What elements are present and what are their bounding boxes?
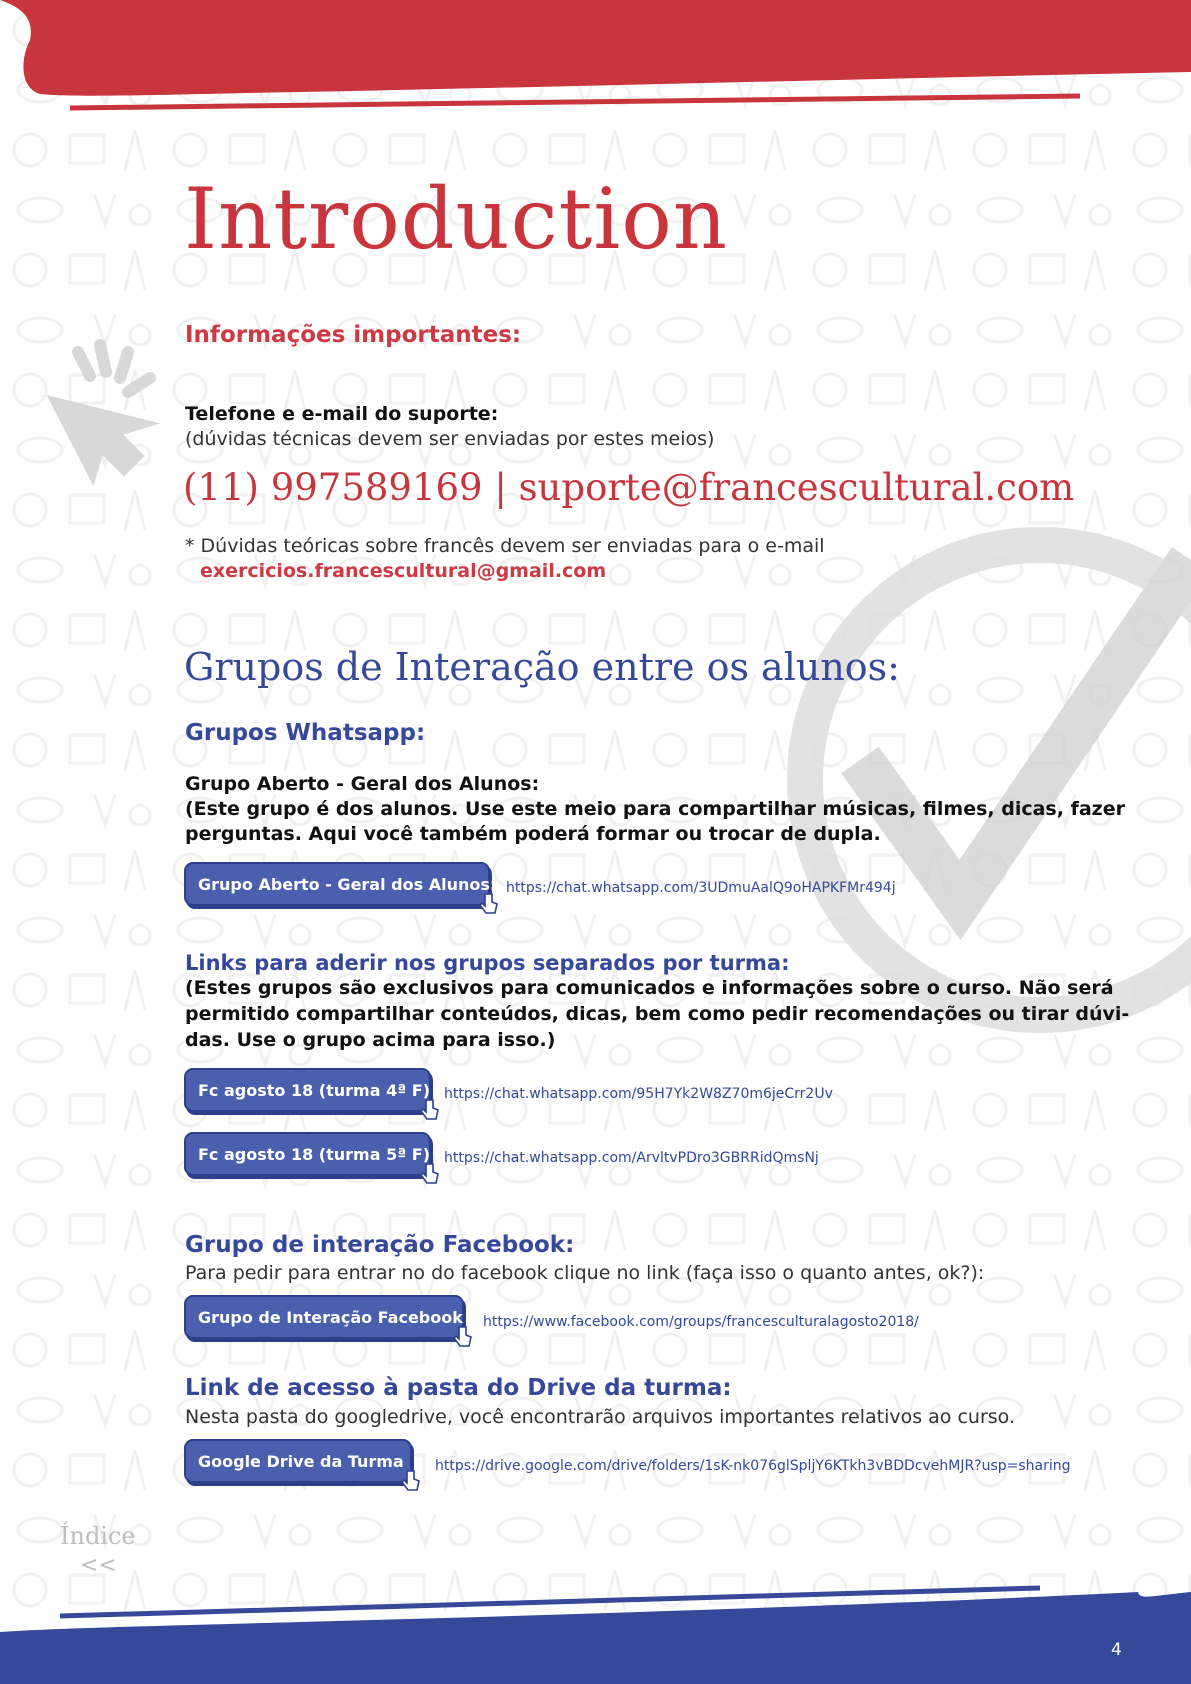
drive-link[interactable]: https://drive.google.com/drive/folders/1sK-nk076glSpljY6KTkh3vBDDcvehMJR?usp=sharing	[435, 1458, 1071, 1474]
support-contact: (11) 997589169 | suporte@francescultural.com	[183, 466, 1075, 509]
drive-heading: Link de acesso à pasta do Drive da turma:	[185, 1375, 732, 1401]
hand-pointer-icon	[478, 892, 500, 916]
facebook-button[interactable]	[184, 1295, 464, 1339]
page-title: Introduction	[184, 170, 728, 268]
open-group-title: Grupo Aberto - Geral dos Alunos:	[185, 773, 540, 795]
theory-note: * Dúvidas teóricas sobre francês devem ser enviadas para o e-mail	[185, 535, 825, 557]
support-label: Telefone e e-mail do suporte:	[185, 403, 499, 425]
drive-button[interactable]	[184, 1439, 412, 1483]
page-number: 4	[1111, 1640, 1122, 1660]
hand-pointer-icon	[452, 1325, 474, 1349]
drive-desc: Nesta pasta do googledrive, você encontrarão arquivos importantes relativos ao curso.	[185, 1406, 1015, 1428]
class-links-desc-1: (Estes grupos são exclusivos para comunicados e informações sobre o curso. Não será	[185, 977, 1114, 999]
open-group-desc-2: perguntas. Aqui você também poderá formar ou trocar de dupla.	[185, 823, 881, 845]
whatsapp-heading: Grupos Whatsapp:	[185, 720, 426, 746]
section-info-heading: Informações importantes:	[185, 322, 522, 348]
class-5-link[interactable]: https://chat.whatsapp.com/ArvltvPDro3GBRRidQmsNj	[444, 1150, 819, 1166]
class-4-button-label: Fc agosto 18 (turma 4ª F)	[198, 1080, 431, 1100]
theory-email-link[interactable]: exercicios.francescultural@gmail.com	[200, 560, 607, 582]
index-link[interactable]: Índice	[60, 1522, 136, 1550]
groups-heading: Grupos de Interação entre os alunos:	[184, 645, 900, 689]
index-arrow[interactable]: <<	[80, 1553, 117, 1578]
facebook-link[interactable]: https://www.facebook.com/groups/francesculturalagosto2018/	[483, 1314, 919, 1330]
hand-pointer-icon	[419, 1098, 441, 1122]
class-4-button[interactable]	[184, 1068, 431, 1112]
open-group-button[interactable]	[184, 862, 497, 906]
open-group-button-label: Grupo Aberto - Geral dos Alunos:	[198, 874, 497, 894]
support-note: (dúvidas técnicas devem ser enviadas por estes meios)	[185, 428, 715, 450]
class-links-desc-3: das. Use o grupo acima para isso.)	[185, 1029, 556, 1051]
facebook-desc: Para pedir para entrar no do facebook clique no link (faça isso o quanto antes, ok?):	[185, 1262, 985, 1284]
drive-button-label: Google Drive da Turma	[198, 1451, 404, 1471]
hand-pointer-icon	[400, 1469, 422, 1493]
class-links-heading: Links para aderir nos grupos separados por turma:	[185, 951, 790, 975]
hand-pointer-icon	[419, 1162, 441, 1186]
facebook-button-label: Grupo de Interação Facebook	[198, 1307, 463, 1327]
class-5-button[interactable]	[184, 1132, 431, 1176]
open-group-link[interactable]: https://chat.whatsapp.com/3UDmuAalQ9oHAPKFMr494j	[506, 880, 896, 896]
class-links-desc-2: permitido compartilhar conteúdos, dicas, bem como pedir recomendações ou tirar dúvi-	[185, 1003, 1130, 1025]
class-4-link[interactable]: https://chat.whatsapp.com/95H7Yk2W8Z70m6jeCrr2Uv	[444, 1086, 833, 1102]
facebook-heading: Grupo de interação Facebook:	[185, 1232, 575, 1258]
open-group-desc-1: (Este grupo é dos alunos. Use este meio para compartilhar músicas, filmes, dicas, fazer	[185, 798, 1125, 820]
class-5-button-label: Fc agosto 18 (turma 5ª F)	[198, 1144, 431, 1164]
